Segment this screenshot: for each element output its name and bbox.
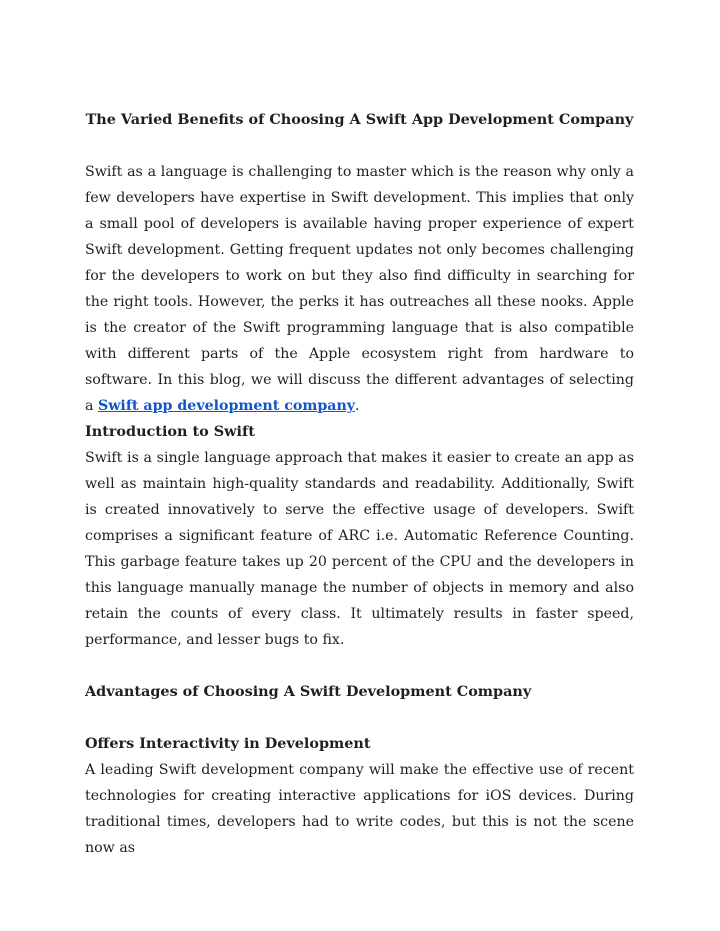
intro-text: Swift as a language is challenging to master which is the reason why only a few developers have expertise in Swift development. This implies that only a small pool of developers is available having proper experience of expert Swift development. Getting frequent updates not only becomes challenging for the developers to work on but they also find difficulty in searching for the right tools. However, the perks it has outreaches all these nooks. Apple is the creator of the Swift programming language that is also compatible with different parts of the Apple ecosystem right from hardware to software. In this blog, we will discuss the different advantages of selecting a [85,164,634,414]
section-heading-introduction: Introduction to Swift [85,423,255,440]
intro-paragraph [85,159,634,419]
section-heading-interactivity: Offers Interactivity in Development [85,735,371,752]
section-body-interactivity: A leading Swift development company will make the effective use of recent technologies for creating interactive applications for iOS devices. During traditional times, developers had to write codes, but this is not the scene now as [85,762,634,856]
section-body-introduction: Swift is a single language approach that makes it easier to create an app as well as maintain high-quality standards and readability. Additionally, Swift is created innovatively to serve the effective usage of developers. Swift comprises a significant feature of ARC i.e. Automatic Reference Counting. This garbage feature takes up 20 percent of the CPU and the developers in this language manually manage the number of objects in memory and also retain the counts of every class. It ultimately results in faster speed, performance, and lesser bugs to fix. [85,450,634,648]
document-title: The Varied Benefits of Choosing A Swift App Development Company [85,111,634,128]
section-heading-advantages: Advantages of Choosing A Swift Development Company [85,683,532,700]
intro-text-end: . [355,398,360,414]
swift-app-development-company-link[interactable]: Swift app development company [97,398,356,414]
